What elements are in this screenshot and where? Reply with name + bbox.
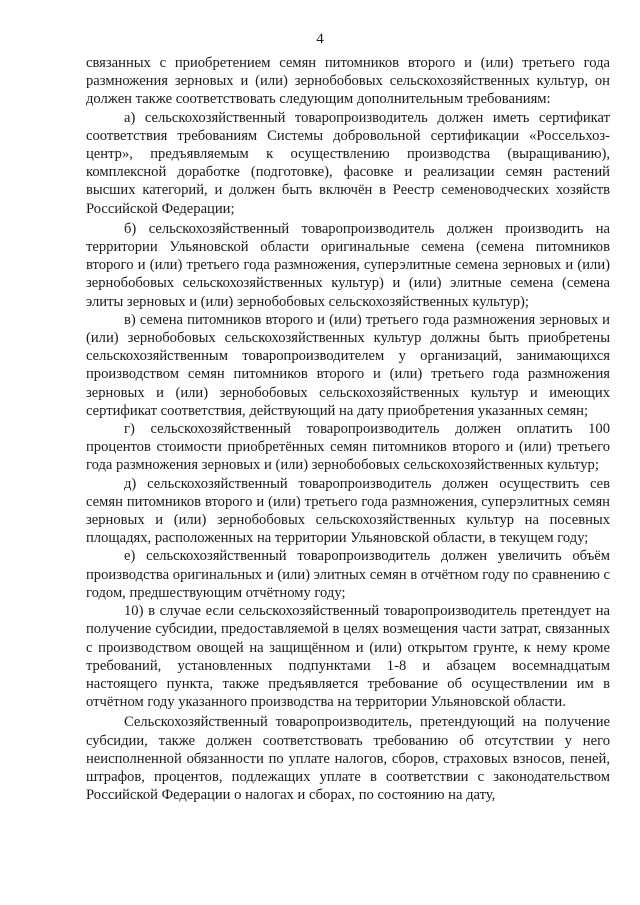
paragraph-requirements: Сельскохозяйственный товаропроизводитель, претендующий на получение субсидии, также должен соответствовать требованию об отсутствии у него неисполненной обязанности по уплате налогов, сборов, страховых взносов, пеней, штрафов, процентов, подлежащих уплате в соответствии с законодательством Российской Федерации о налогах и сборах, по состоянию на дату, (86, 714, 610, 804)
paragraph-item-g: г) сельскохозяйственный товаропроизводитель должен оплатить 100 процентов стоимости приобретённых семян питомников второго и (или) третьего года размножения зерновых и (или) зернобобовых сельскохозяйственных культур; (86, 421, 610, 474)
paragraph-item-d: д) сельскохозяйственный товаропроизводитель должен осуществить сев семян питомников второго и (или) третьего года размножения, суперэлитных семян зерновых и (или) зернобобовых сельскохозяйственных культур на посевных площадях, расположенных на территории Ульяновской области, в текущем году; (86, 475, 610, 547)
paragraph-item-b: б) сельскохозяйственный товаропроизводитель должен производить на территории Ульяновской области оригинальные семена (семена питомников второго и (или) третьего года размножения, суперэлитные семена зерновых и (или) зернобобовых сельскохозяйственных культур) и (или) элитные семена (семена элиты зерновых и (или) зернобобовых сельскохозяйственных культур); (86, 220, 610, 310)
paragraph-item-v: в) семена питомников второго и (или) третьего года размножения зерновых и (или) зернобобовых сельскохозяйственных культур должны быть приобретены сельскохозяйственным товаропроизводителем у организаций, занимающихся производством семян питомников второго и (или) третьего года размножения зерновых и (или) зернобобовых сельскохозяйственных культур и имеющих сертификат соответствия, действующий на дату приобретения указанных семян; (86, 311, 610, 419)
paragraph-item-e: е) сельскохозяйственный товаропроизводитель должен увеличить объём производства оригинальных и (или) элитных семян в отчётном году по сравнению с годом, предшествующим отчётному году; (86, 548, 610, 601)
paragraph-continuation: связанных с приобретением семян питомников второго и (или) третьего года размножения зерновых и (или) зернобобовых сельскохозяйственных культур, он должен также соответствовать следующим дополнительным требованиям: (86, 55, 610, 108)
document-body (86, 54, 610, 804)
paragraph-item-10: 10) в случае если сельскохозяйственный товаропроизводитель претендует на получение субсидии, предоставляемой в целях возмещения части затрат, связанных с производством овощей на защищённом и (или) открытом грунте, к нему кроме требований, установленных подпунктами 1-8 и абзацем восемнадцатым настоящего пункта, также предъявляется требование об осуществлении им в отчётном году указанного производства на территории Ульяновской области. (86, 603, 610, 711)
page-number: 4 (316, 31, 324, 47)
paragraph-item-a: а) сельскохозяйственный товаропроизводитель должен иметь сертификат соответствия требованиям Системы добровольной сертификации «Россельхоз-центр», предъявляемым к осуществлению производства (выращиванию), комплексной доработке (подготовке), фасовке и реализации семян растений высших категорий, и должен быть включён в Реестр семеноводческих хозяйств Российской Федерации; (86, 109, 610, 217)
